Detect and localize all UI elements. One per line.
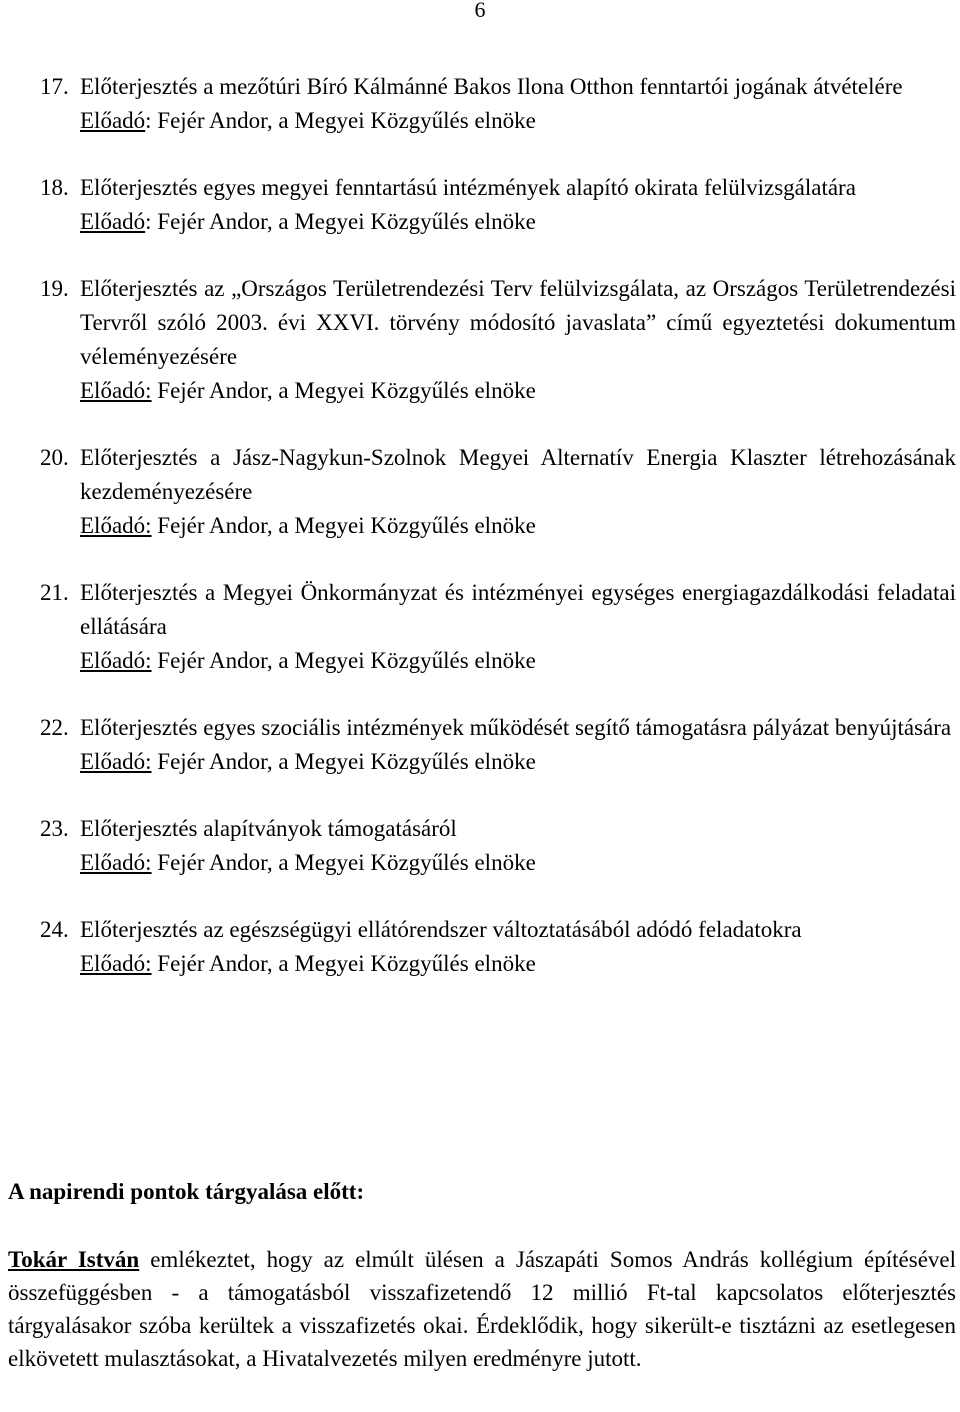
presenter-label: Előadó: [80,513,152,538]
presenter-label: Előadó [80,108,146,133]
agenda-item-19 [40,272,956,408]
item-number: 21. [40,580,69,605]
item-number: 24. [40,917,69,942]
item-number: 20. [40,445,69,470]
agenda-list [40,70,956,1014]
agenda-item-17 [40,70,956,138]
presenter-line [80,644,956,678]
presenter-name: Fejér Andor, a Megyei Közgyűlés elnöke [151,648,536,673]
presenter-line [80,745,956,779]
presenter-label: Előadó: [80,648,152,673]
item-title: Előterjesztés az egészségügyi ellátórendszer változtatásából adódó feladatokra [80,917,802,942]
item-number: 17. [40,74,69,99]
presenter-name: Fejér Andor, a Megyei Közgyűlés elnöke [151,850,536,875]
presenter-line [80,509,956,543]
item-number: 18. [40,175,69,200]
item-title: Előterjesztés az „Országos Területrendezési Terv felülvizsgálata, az Országos Területrendezési Tervről szóló 2003. évi XXVI. törvény módosító javaslata” című egyeztetési dokumentum véleményezésére [80,276,956,369]
presenter-label: Előadó: [80,951,152,976]
presenter-label: Előadó: [80,378,152,403]
agenda-item-18 [40,171,956,239]
paragraph-text: emlékeztet, hogy az elmúlt ülésen a Jászapáti Somos András kollégium építésével összefüggésben - a támogatásból visszafizetendő 12 millió Ft-tal kapcsolatos előterjesztés tárgyalásakor szóba kerültek a visszafizetés okai. Érdeklődik, hogy sikerült-e tisztázni az esetlegesen elkövetett mulasztásokat, a Hivatalvezetés milyen eredményre jutott. [8,1247,956,1371]
presenter-line [80,104,956,138]
item-number: 19. [40,276,69,301]
item-number: 23. [40,816,69,841]
item-number: 22. [40,715,69,740]
speaker-name: Tokár István [8,1247,140,1272]
agenda-item-23 [40,812,956,880]
agenda-item-20 [40,441,956,543]
section-heading: A napirendi pontok tárgyalása előtt: [8,1179,365,1204]
item-title: Előterjesztés egyes szociális intézmények működését segítő támogatásra pályázat benyújtására [80,715,952,740]
presenter-label: Előadó [80,209,146,234]
presenter-label: Előadó: [80,850,152,875]
agenda-item-21 [40,576,956,678]
presenter-name: Fejér Andor, a Megyei Közgyűlés elnöke [151,951,536,976]
presenter-line [80,205,956,239]
presenter-line [80,374,956,408]
minutes-paragraph [8,1243,956,1375]
page-number: 6 [474,0,486,22]
item-title: Előterjesztés alapítványok támogatásáról [80,816,457,841]
item-title: Előterjesztés a mezőtúri Bíró Kálmánné Bakos Ilona Otthon fenntartói jogának átvételére [80,74,903,99]
presenter-name: Fejér Andor, a Megyei Közgyűlés elnöke [151,378,536,403]
presenter-label: Előadó: [80,749,152,774]
presenter-line [80,846,956,880]
presenter-name: : Fejér Andor, a Megyei Közgyűlés elnöke [145,209,536,234]
agenda-item-22 [40,711,956,779]
item-title: Előterjesztés egyes megyei fenntartású intézmények alapító okirata felülvizsgálatára [80,175,856,200]
item-title: Előterjesztés a Megyei Önkormányzat és intézményei egységes energiagazdálkodási feladatai ellátására [80,580,956,639]
item-title: Előterjesztés a Jász-Nagykun-Szolnok Megyei Alternatív Energia Klaszter létrehozásának kezdeményezésére [80,445,956,504]
presenter-name: Fejér Andor, a Megyei Közgyűlés elnöke [151,513,536,538]
presenter-line [80,947,956,981]
presenter-name: Fejér Andor, a Megyei Közgyűlés elnöke [151,749,536,774]
agenda-item-24 [40,913,956,981]
presenter-name: : Fejér Andor, a Megyei Közgyűlés elnöke [145,108,536,133]
